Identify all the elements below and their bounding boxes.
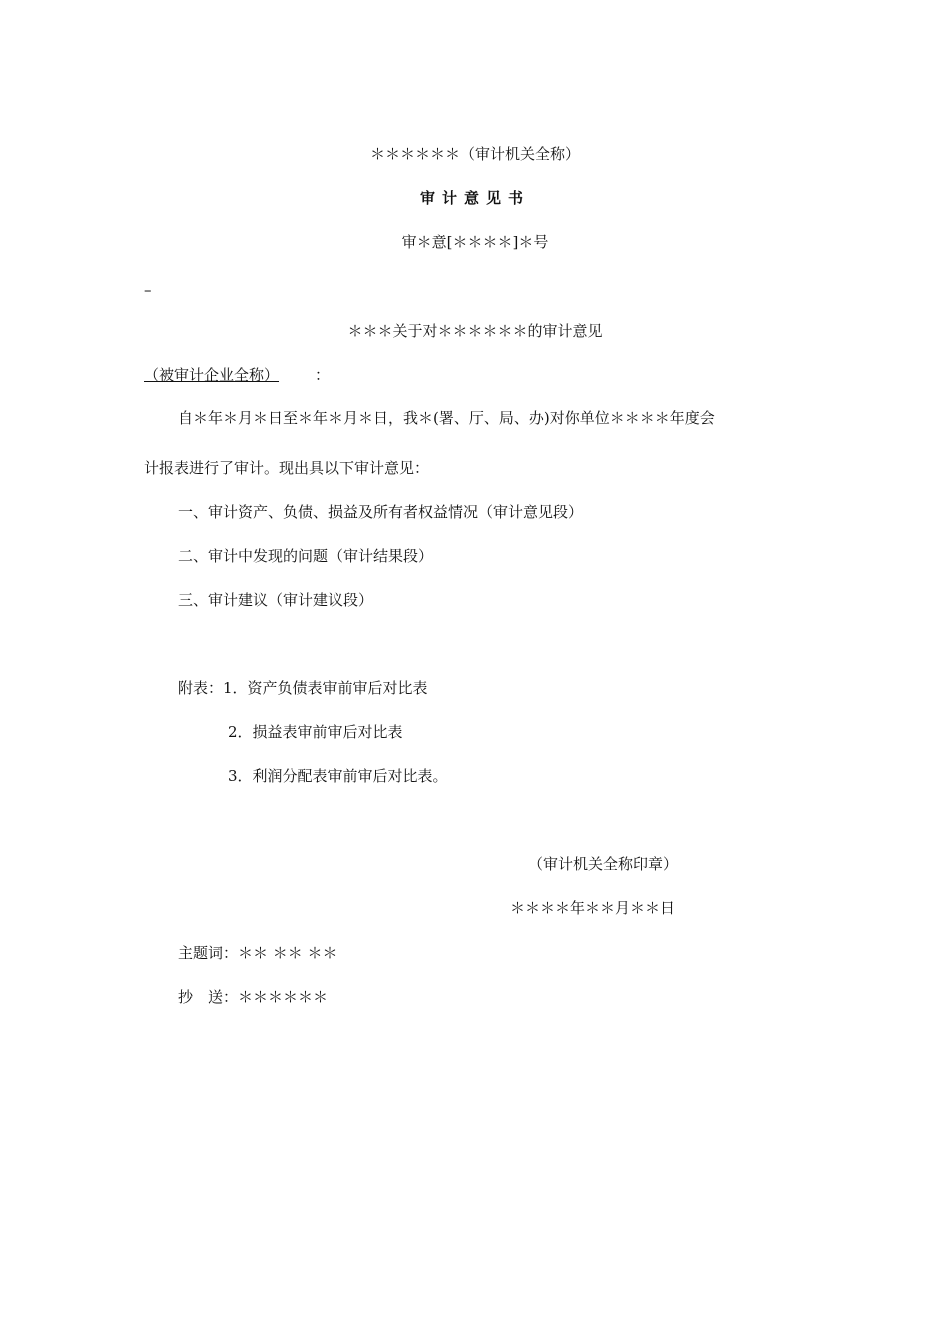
agency-name-line: ＊＊＊＊＊＊（审计机关全称） <box>369 145 580 163</box>
opinion-item-1: 一、审计资产、负债、损益及所有者权益情况（审计意见段） <box>178 503 584 521</box>
attachments-label: 附表： <box>178 679 224 697</box>
addressee-name: （被审计企业全称） <box>144 366 280 384</box>
opinion-item-3: 三、审计建议（审计建议段） <box>178 591 374 609</box>
document-title: 审计意见书 <box>419 189 530 207</box>
subject-words-line <box>178 943 338 963</box>
attachments-first-line <box>178 678 428 698</box>
seal-placeholder: （审计机关全称印章） <box>528 855 679 873</box>
cc-value: ＊＊＊＊＊＊ <box>238 988 329 1006</box>
attachment-item-2: 2．损益表审前审后对比表 <box>228 723 403 741</box>
cc-label: 抄 送： <box>178 988 239 1006</box>
cc-line <box>178 987 328 1007</box>
opinion-item-2: 二、审计中发现的问题（审计结果段） <box>178 547 434 565</box>
addressee-line <box>144 365 330 385</box>
dash-mark: – <box>144 281 152 299</box>
attachment-item-1: 1．资产负债表审前审后对比表 <box>223 679 428 697</box>
addressee-colon: ： <box>315 366 331 384</box>
signature-date: ＊＊＊＊年＊＊月＊＊日 <box>510 899 676 917</box>
subject-words-label: 主题词： <box>178 944 239 962</box>
body-paragraph-line-1: 自＊年＊月＊日至＊年＊月＊日，我＊(署、厅、局、办)对你单位＊＊＊＊年度会 <box>178 409 715 427</box>
document-number: 审＊意[＊＊＊＊]＊号 <box>401 233 549 251</box>
attachment-item-3: 3．利润分配表审前审后对比表。 <box>228 767 448 785</box>
body-paragraph-line-2: 计报表进行了审计。现出具以下审计意见： <box>144 459 430 477</box>
subject-line: ＊＊＊关于对＊＊＊＊＊＊的审计意见 <box>347 322 603 340</box>
subject-words-value: ＊＊ ＊＊ ＊＊ <box>238 944 338 962</box>
